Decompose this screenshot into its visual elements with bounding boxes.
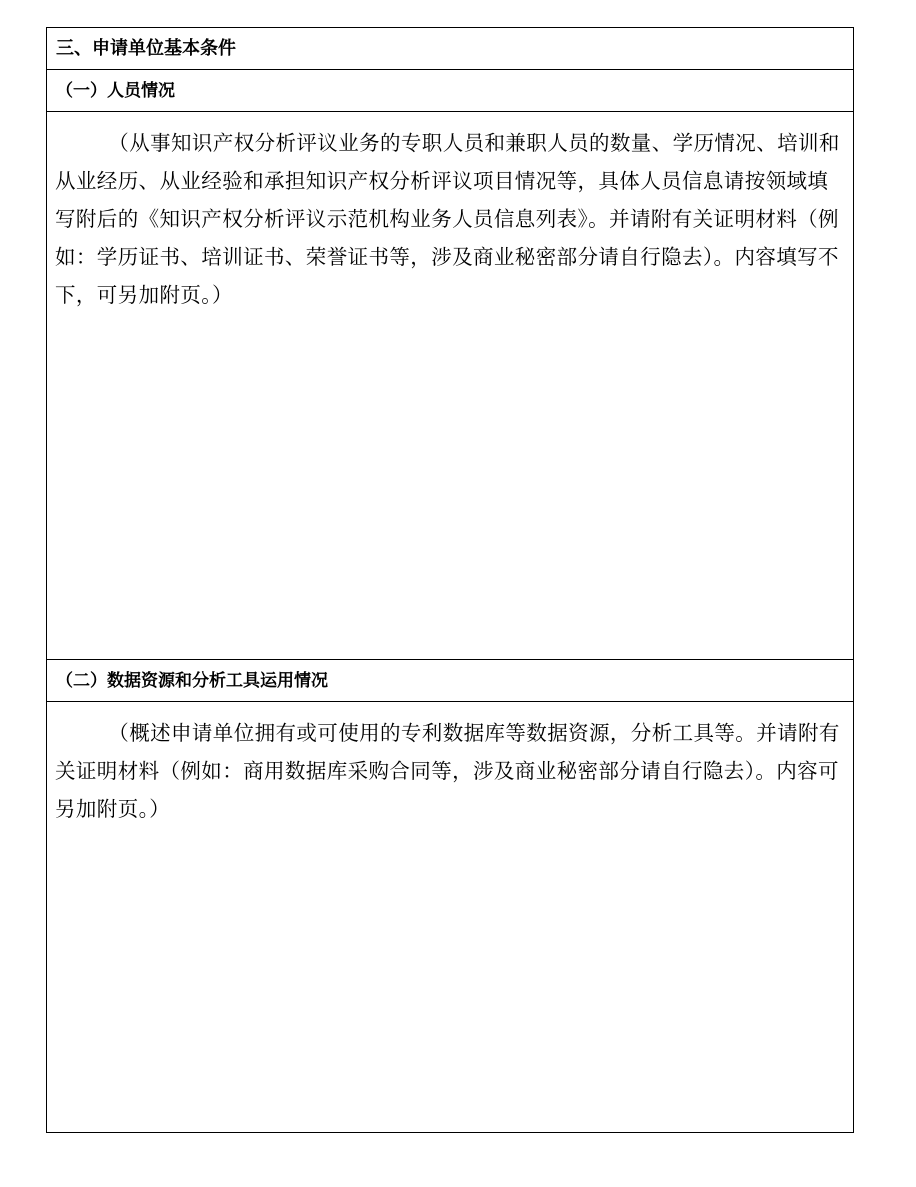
section-title: 三、申请单位基本条件 [47,28,853,70]
resources-instructions: （概述申请单位拥有或可使用的专利数据库等数据资源，分析工具等。并请附有关证明材料（例如：商用数据库采购合同等，涉及商业秘密部分请自行隐去）。内容可另加附页。） [55,721,840,821]
application-form-table [46,27,854,1133]
personnel-instructions: （从事知识产权分析评议业务的专职人员和兼职人员的数量、学历情况、培训和从业经历、从业经验和承担知识产权分析评议项目情况等，具体人员信息请按领域填写附后的《知识产权分析评议示范机构业务人员信息列表》。并请附有关证明材料（例如：学历证书、培训证书、荣誉证书等，涉及商业秘密部分请自行隐去）。内容填写不下，可另加附页。） [55,131,840,307]
personnel-heading: （一）人员情况 [47,70,853,112]
resources-heading: （二）数据资源和分析工具运用情况 [47,660,853,702]
resources-content-cell[interactable] [47,702,853,1132]
personnel-content-cell[interactable] [47,112,853,660]
